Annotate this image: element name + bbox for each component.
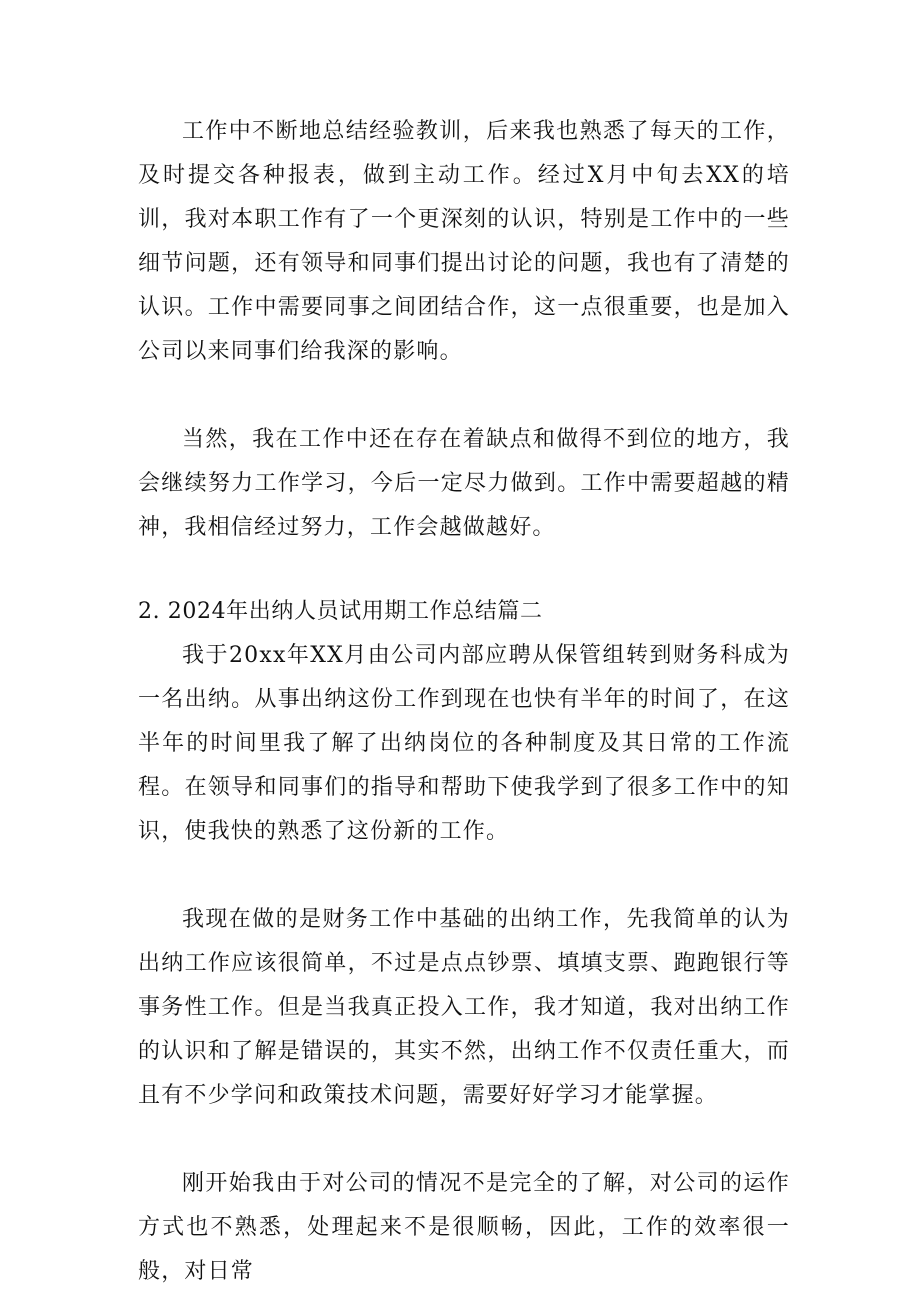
paragraph-spacer [138, 550, 790, 590]
paragraph-spacer [138, 854, 790, 898]
paragraph-spacer [138, 374, 790, 418]
paragraph-cashier-work: 我现在做的是财务工作中基础的出纳工作，先我简单的认为出纳工作应该很简单，不过是点点钞票、填填支票、跑跑银行等事务性工作。但是当我真正投入工作，我才知道，我对出纳工作的认识和了解是错误的，其实不然，出纳工作不仅责任重大，而且有不少学问和政策技术问题，需要好好学习才能掌握。 [138, 907, 790, 1108]
section-heading: 2. 2024年出纳人员试用期工作总结篇二 [138, 599, 543, 624]
paragraph-spacer [138, 1118, 790, 1162]
paragraph-experience: 工作中不断地总结经验教训，后来我也熟悉了每天的工作，及时提交各种报表，做到主动工作。经过X月中旬去XX的培训，我对本职工作有了一个更深刻的认识，特别是工作中的一些细节问题，还有领导和同事们提出讨论的问题，我也有了清楚的认识。工作中需要同事之间团结合作，这一点很重要，也是加入公司以来同事们给我深的影响。 [138, 119, 790, 364]
paragraph-beginning: 刚开始我由于对公司的情况不是完全的了解，对公司的运作方式也不熟悉，处理起来不是很顺畅，因此，工作的效率很一般，对日常 [138, 1171, 790, 1284]
document-page [138, 110, 790, 1294]
paragraph-shortcomings: 当然，我在工作中还在存在着缺点和做得不到位的地方，我会继续努力工作学习，今后一定尽力做到。工作中需要超越的精神，我相信经过努力，工作会越做越好。 [138, 427, 790, 540]
paragraph-intro: 我于20xx年XX月由公司内部应聘从保管组转到财务科成为一名出纳。从事出纳这份工作到现在也快有半年的时间了，在这半年的时间里我了解了出纳岗位的各种制度及其日常的工作流程。在领导和同事们的指导和帮助下使我学到了很多工作中的知识，使我快的熟悉了这份新的工作。 [138, 643, 790, 844]
